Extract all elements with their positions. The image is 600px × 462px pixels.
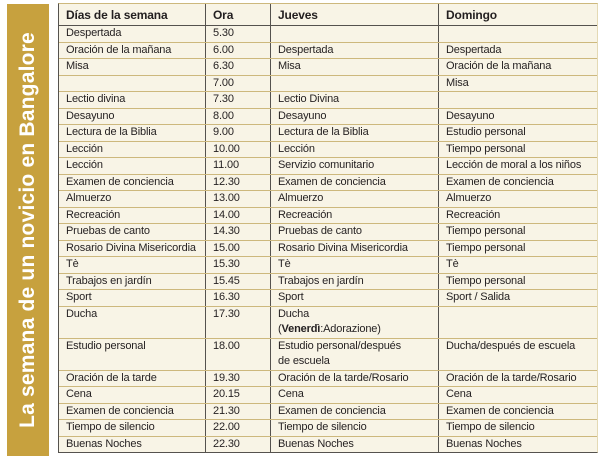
thursday-cell: Trabajos en jardín: [271, 274, 439, 290]
sunday-cell: Recreación: [446, 208, 501, 221]
table-row: [59, 175, 597, 192]
thursday-cell: Lección: [271, 142, 439, 158]
header-thursday: Jueves: [271, 4, 439, 25]
table-row: [59, 387, 597, 404]
table-row: [59, 76, 597, 93]
day-activity-cell: Tè: [59, 257, 206, 273]
day-activity-cell: Oración de la tarde: [59, 371, 206, 387]
table-header-row: [59, 4, 597, 26]
day-activity-cell: Cena: [59, 387, 206, 403]
day-activity-cell: Lección: [59, 158, 206, 174]
day-activity-cell: Ducha: [59, 307, 206, 338]
day-activity-cell: Almuerzo: [59, 191, 206, 207]
table-row: [59, 109, 597, 126]
thursday-cell: Rosario Divina Misericordia: [271, 241, 439, 257]
time-cell: 14.30: [206, 224, 271, 240]
sunday-cell: Despertada: [446, 43, 502, 56]
table-body: [59, 26, 597, 452]
header-sunday: Domingo: [446, 8, 497, 22]
time-cell: 10.00: [206, 142, 271, 158]
time-cell: 7.00: [206, 76, 271, 92]
table-row: [59, 224, 597, 241]
sunday-cell: Sport / Salida: [446, 291, 510, 303]
day-activity-cell: Recreación: [59, 208, 206, 224]
time-cell: 17.30: [206, 307, 271, 338]
table-row: [59, 437, 597, 453]
table-row: [59, 307, 597, 339]
time-cell: 14.00: [206, 208, 271, 224]
time-cell: 6.30: [206, 59, 271, 75]
header-time: Ora: [206, 4, 271, 25]
day-activity-cell: Desayuno: [59, 109, 206, 125]
time-cell: 5.30: [206, 26, 271, 42]
sunday-cell: Tiempo de silencio: [446, 421, 535, 433]
thursday-cell: Desayuno: [271, 109, 439, 125]
day-activity-cell: Buenas Noches: [59, 437, 206, 453]
thursday-cell: Lectura de la Biblia: [271, 125, 439, 141]
table-row: [59, 290, 597, 307]
sunday-cell: [439, 92, 597, 108]
sunday-cell: Tiempo personal: [446, 225, 526, 237]
table-row: [59, 404, 597, 421]
time-cell: 21.30: [206, 404, 271, 420]
time-cell: 20.15: [206, 387, 271, 403]
table-row: [59, 257, 597, 274]
thursday-cell: Sport: [271, 290, 439, 306]
time-cell: 6.00: [206, 43, 271, 59]
thursday-cell: Almuerzo: [271, 191, 439, 207]
time-cell: 22.30: [206, 437, 271, 453]
time-cell: 19.30: [206, 371, 271, 387]
thursday-cell: Tiempo de silencio: [271, 420, 439, 436]
thursday-cell: Oración de la tarde/Rosario: [271, 371, 439, 387]
sunday-cell: [439, 307, 597, 338]
time-cell: 22.00: [206, 420, 271, 436]
table-row: [59, 371, 597, 388]
time-cell: 18.00: [206, 339, 271, 370]
thursday-cell: [271, 76, 439, 92]
day-activity-cell: Lectura de la Biblia: [59, 125, 206, 141]
table-row: [59, 420, 597, 437]
table-row: [59, 142, 597, 159]
header-days-of-week: Días de la semana: [59, 4, 206, 25]
sunday-cell: Almuerzo: [446, 192, 492, 204]
table-row: [59, 241, 597, 258]
day-activity-cell: Oración de la mañana: [59, 43, 206, 59]
table-row: [59, 274, 597, 291]
sidebar-vertical-title: La semana de un novicio en Bangalore: [16, 32, 39, 428]
time-cell: 15.45: [206, 274, 271, 290]
thursday-cell: Examen de conciencia: [271, 404, 439, 420]
time-cell: 7.30: [206, 92, 271, 108]
table-row: [59, 43, 597, 60]
day-activity-cell: Rosario Divina Misericordia: [59, 241, 206, 257]
sunday-cell: Misa: [446, 76, 469, 89]
sunday-cell: Oración de la tarde/Rosario: [446, 371, 577, 384]
time-cell: 12.30: [206, 175, 271, 191]
table-row: [59, 208, 597, 225]
sunday-cell: Tè: [446, 258, 459, 270]
sunday-cell: Estudio personal: [446, 126, 526, 138]
sunday-cell: Tiempo personal: [446, 142, 526, 155]
time-cell: 13.00: [206, 191, 271, 207]
sunday-cell: Examen de conciencia: [446, 404, 554, 417]
thursday-cell: Ducha (Venerdì:Adorazione): [271, 307, 439, 338]
sunday-cell: Buenas Noches: [446, 437, 522, 450]
table-row: [59, 158, 597, 175]
thursday-cell: Buenas Noches: [271, 437, 439, 453]
thursday-cell: Tè: [271, 257, 439, 273]
time-cell: 9.00: [206, 125, 271, 141]
day-activity-cell: Tiempo de silencio: [59, 420, 206, 436]
sunday-cell: Cena: [446, 388, 472, 400]
sunday-cell: [439, 26, 597, 42]
sunday-cell: Tiempo personal: [446, 241, 526, 254]
table-row: [59, 191, 597, 208]
sunday-cell: Oración de la mañana: [446, 60, 552, 72]
time-cell: 15.00: [206, 241, 271, 257]
day-activity-cell: [59, 76, 206, 92]
thursday-cell: Servizio comunitario: [271, 158, 439, 174]
time-cell: 8.00: [206, 109, 271, 125]
day-activity-cell: Examen de conciencia: [59, 404, 206, 420]
sidebar: [7, 4, 49, 456]
thursday-cell: Misa: [271, 59, 439, 75]
day-activity-cell: Lección: [59, 142, 206, 158]
time-cell: 16.30: [206, 290, 271, 306]
sunday-cell: Lección de moral a los niños: [446, 159, 582, 171]
day-activity-cell: Pruebas de canto: [59, 224, 206, 240]
thursday-cell: Pruebas de canto: [271, 224, 439, 240]
table-row: [59, 339, 597, 371]
sunday-cell: Desayuno: [446, 109, 495, 122]
day-activity-cell: Trabajos en jardín: [59, 274, 206, 290]
thursday-cell: Recreación: [271, 208, 439, 224]
sunday-cell: Tiempo personal: [446, 274, 526, 287]
table-row: [59, 59, 597, 76]
thursday-cell: Despertada: [271, 43, 439, 59]
day-activity-cell: Sport: [59, 290, 206, 306]
time-cell: 11.00: [206, 158, 271, 174]
time-cell: 15.30: [206, 257, 271, 273]
thursday-cell: Cena: [271, 387, 439, 403]
thursday-cell: Examen de conciencia: [271, 175, 439, 191]
day-activity-cell: Lectio divina: [59, 92, 206, 108]
table-row: [59, 92, 597, 109]
table-row: [59, 125, 597, 142]
schedule-table: [58, 3, 598, 453]
day-activity-cell: Despertada: [59, 26, 206, 42]
sunday-cell: Examen de conciencia: [446, 175, 554, 188]
sunday-cell: Ducha/después de escuela: [446, 339, 576, 352]
thursday-cell: [271, 26, 439, 42]
day-activity-cell: Misa: [59, 59, 206, 75]
day-activity-cell: Examen de conciencia: [59, 175, 206, 191]
thursday-cell: Estudio personal/después de escuela: [271, 339, 439, 370]
thursday-cell: Lectio Divina: [271, 92, 439, 108]
table-row: [59, 26, 597, 43]
day-activity-cell: Estudio personal: [59, 339, 206, 370]
